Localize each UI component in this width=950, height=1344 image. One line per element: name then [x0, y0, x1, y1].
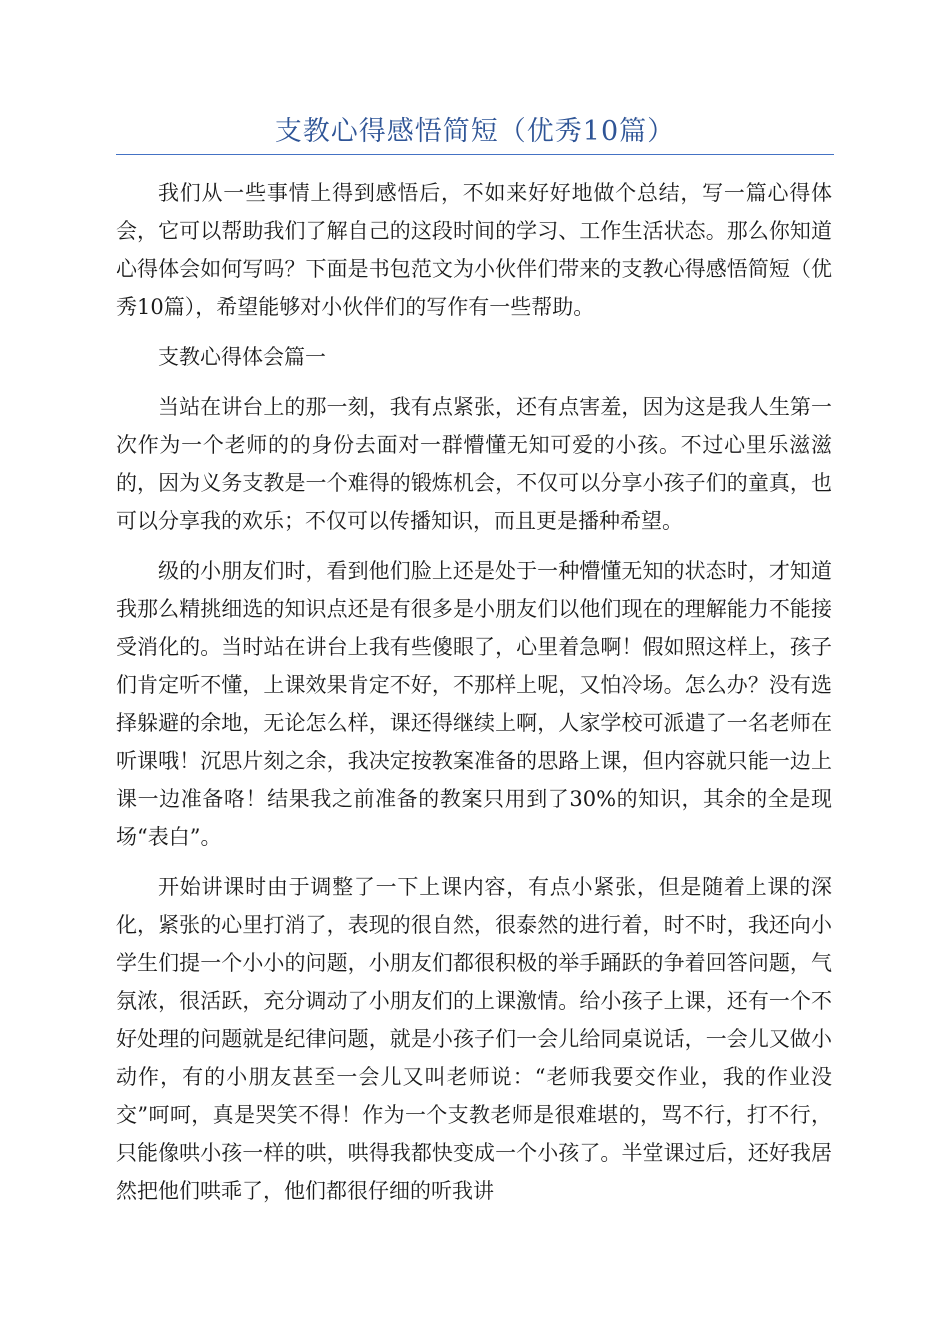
- body-paragraph: 级的小朋友们时，看到他们脸上还是处于一种懵懂无知的状态时，才知道我那么精挑细选的知识点还是有很多是小朋友们以他们现在的理解能力不能接受消化的。当时站在讲台上我有些傻眼了，心里着急啊！假如照这样上，孩子们肯定听不懂，上课效果肯定不好，不那样上呢，又怕冷场。怎么办？没有选择躲避的余地，无论怎么样，课还得继续上啊，人家学校可派遣了一名老师在听课哦！沉思片刻之余，我决定按教案准备的思路上课，但内容就只能一边上课一边准备咯！结果我之前准备的教案只用到了30%的知识，其余的全是现场“表白”。: [116, 559, 832, 849]
- intro-paragraph: 我们从一些事情上得到感悟后，不如来好好地做个总结，写一篇心得体会，它可以帮助我们了解自己的这段时间的学习、工作生活状态。那么你知道心得体会如何写吗？下面是书包范文为小伙伴们带来的支教心得感悟简短（优秀10篇），希望能够对小伙伴们的写作有一些帮助。: [116, 181, 832, 319]
- body-paragraph: 当站在讲台上的那一刻，我有点紧张，还有点害羞，因为这是我人生第一次作为一个老师的的身份去面对一群懵懂无知可爱的小孩。不过心里乐滋滋的，因为义务支教是一个难得的锻炼机会，不仅可以分享小孩子们的童真，也可以分享我的欢乐；不仅可以传播知识，而且更是播种希望。: [116, 395, 832, 533]
- body-paragraph: 开始讲课时由于调整了一下上课内容，有点小紧张，但是随着上课的深化，紧张的心里打消了，表现的很自然，很泰然的进行着，时不时，我还向小学生们提一个小小的问题，小朋友们都很积极的举手踊跃的争着回答问题，气氛浓，很活跃，充分调动了小朋友们的上课激情。给小孩子上课，还有一个不好处理的问题就是纪律问题，就是小孩子们一会儿给同桌说话，一会儿又做小动作，有的小朋友甚至一会儿又叫老师说：“老师我要交作业，我的作业没交”呵呵，真是哭笑不得！作为一个支教老师是很难堪的，骂不行，打不行，只能像哄小孩一样的哄，哄得我都快变成一个小孩了。半堂课过后，还好我居然把他们哄乖了，他们都很仔细的听我讲: [116, 875, 832, 1203]
- title-underline: [116, 154, 834, 155]
- document-body: [116, 174, 832, 1222]
- document-title: 支教心得感悟简短（优秀10篇）: [274, 116, 676, 147]
- section-heading: 支教心得体会篇一: [158, 345, 326, 369]
